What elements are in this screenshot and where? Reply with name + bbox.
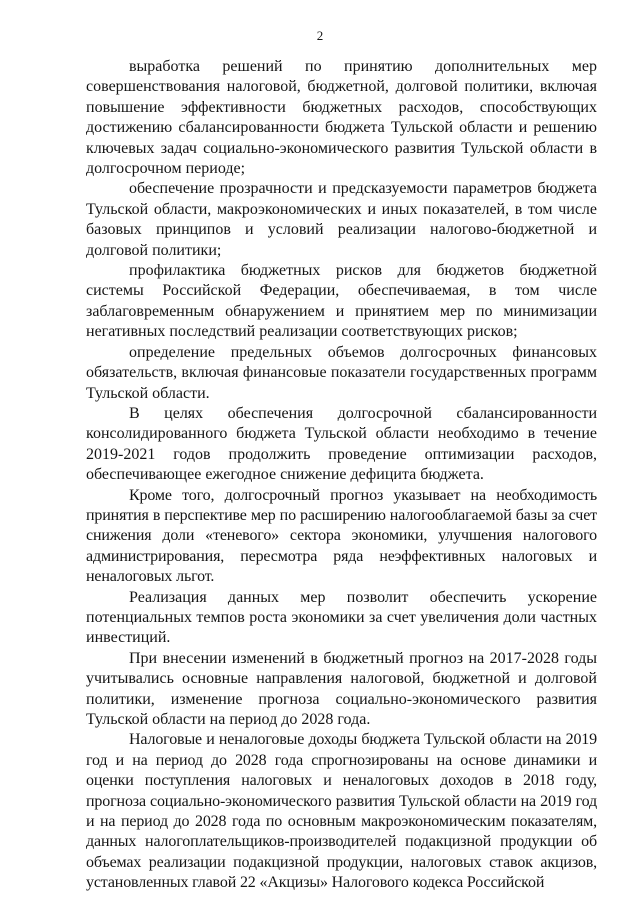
document-body xyxy=(86,57,597,894)
paragraph-transparency: обеспечение прозрачности и предсказуемости параметров бюджета Тульской области, макроэкономических и иных показателей, в том числе базовых принципов и условий реализации налогово-бюджетной и долговой политики; xyxy=(86,180,597,259)
paragraph-obligation-limits: определение предельных объемов долгосрочных финансовых обязательств, включая финансовые показатели государственных программ Тульской области. xyxy=(86,343,597,402)
paragraph-forecast-changes: При внесении изменений в бюджетный прогноз на 2017-2028 годы учитывались основные направления налоговой, бюджетной и долговой политики, изменение прогноза социально-экономического развития Тульской области на период до 2028 года. xyxy=(86,649,597,728)
paragraph-long-term-balance: В целях обеспечения долгосрочной сбалансированности консолидированного бюджета Тульской области необходимо в течение 2019-2021 годов продолжить проведение оптимизации расходов, обеспечивающее ежегодное снижение дефицита бюджета. xyxy=(86,404,597,484)
paragraph-risk-prevention: профилактика бюджетных рисков для бюджетов бюджетной системы Российской Федерации, обеспечиваемая, в том числе заблаговременным обнаружением и принятием мер по минимизации негативных последствий реализации соответствующих рисков; xyxy=(86,262,597,341)
page-number: 2 xyxy=(316,28,324,43)
paragraph-revenue-forecast: Налоговые и неналоговые доходы бюджета Тульской области на 2019 год и на период до 2028 года спрогнозированы на основе динамики и оценки поступления налоговых и неналоговых доходов в 2018 году, прогноза социально-экономического развития Тульской области на 2019 год и на период до 2028 года по основным макроэкономическим показателям, данных налогоплательщиков-производителей подакцизной продукции об объемах реализации подакцизной продукции, налоговых ставок акцизов, установленных главой 22 «Акцизы» Налогового кодекса Российской xyxy=(86,731,597,892)
paragraph-growth: Реализация данных мер позволит обеспечить ускорение потенциальных темпов роста экономики за счет увеличения доли частных инвестиций. xyxy=(86,588,597,647)
paragraph-tax-base: Кроме того, долгосрочный прогноз указывает на необходимость принятия в перспективе мер по расширению налогооблагаемой базы за счет снижения доли «теневого» сектора экономики, улучшения налогового администрирования, пересмотра ряда неэффективных налоговых и неналоговых льгот. xyxy=(86,486,597,586)
paragraph-budget-decisions: выработка решений по принятию дополнительных мер совершенствования налоговой, бюджетной, долговой политики, включая повышение эффективности бюджетных расходов, способствующих достижению сбалансированности бюджета Тульской области и решению ключевых задач социально-экономического развития Тульской области в долгосрочном периоде; xyxy=(86,58,597,178)
